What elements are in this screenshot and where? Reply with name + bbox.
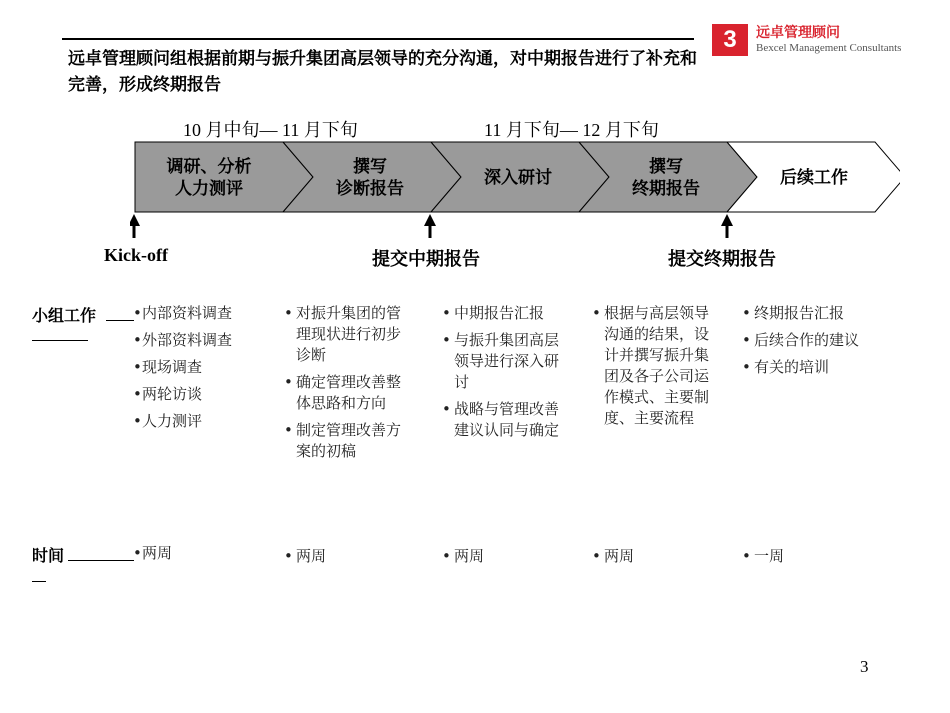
work-column-2 bbox=[282, 303, 412, 468]
period-label-2: 11 月下旬— 12 月下旬 bbox=[484, 120, 659, 140]
phase-label-1-line-2: 人力测评 bbox=[175, 179, 243, 199]
milestone-final-report: 提交终期报告 bbox=[668, 249, 776, 270]
list-item: • 两周 bbox=[134, 543, 274, 564]
row-label-time: 时间 bbox=[32, 546, 65, 565]
list-item: • 两周 bbox=[590, 546, 720, 567]
list-item: • 两轮访谈 bbox=[134, 384, 274, 405]
row-label-time-rule-2 bbox=[32, 581, 46, 582]
page-title: 远卓管理顾问组根据前期与振升集团高层领导的充分沟通，对中期报告进行了补充和完善，形成终期报告 bbox=[68, 49, 697, 95]
row-label-work-rule bbox=[106, 320, 134, 321]
list-item: • 一周 bbox=[740, 546, 870, 567]
list-item: • 终期报告汇报 bbox=[740, 303, 876, 324]
phase-label-3-line-1: 深入研讨 bbox=[484, 168, 552, 188]
logo-name-en: Bexcel Management Consultants bbox=[756, 42, 902, 54]
page-number: 3 bbox=[860, 657, 869, 676]
list-item: • 确定管理改善整体思路和方向 bbox=[282, 372, 412, 414]
list-item: • 战略与管理改善建议认同与确定 bbox=[440, 399, 572, 441]
phase-chevrons bbox=[130, 140, 900, 250]
list-item: • 外部资料调查 bbox=[134, 330, 274, 351]
milestone-arrow-head-3 bbox=[721, 214, 733, 226]
phase-label-2-line-1: 撰写 bbox=[353, 157, 387, 177]
list-item: • 中期报告汇报 bbox=[440, 303, 572, 324]
logo-mark: 3 bbox=[712, 24, 748, 56]
milestone-arrow-head-2 bbox=[424, 214, 436, 226]
row-label-work: 小组工作 bbox=[32, 306, 97, 325]
period-label-1: 10 月中旬— 11 月下旬 bbox=[183, 120, 358, 140]
list-item: • 后续合作的建议 bbox=[740, 330, 876, 351]
phase-label-4-line-2: 终期报告 bbox=[632, 179, 700, 199]
row-label-time-rule bbox=[68, 560, 134, 561]
work-column-5 bbox=[740, 303, 876, 384]
milestone-kickoff: Kick-off bbox=[104, 245, 168, 265]
list-item: • 人力测评 bbox=[134, 411, 274, 432]
company-logo bbox=[712, 22, 922, 62]
phase-label-4-line-1: 撰写 bbox=[649, 157, 683, 177]
time-column-2 bbox=[282, 546, 412, 573]
time-column-3 bbox=[440, 546, 570, 573]
list-item: • 制定管理改善方案的初稿 bbox=[282, 420, 412, 462]
phase-label-1-line-1: 调研、分析 bbox=[166, 157, 252, 177]
milestone-interim-report: 提交中期报告 bbox=[372, 249, 480, 270]
list-item: • 对振升集团的管理现状进行初步诊断 bbox=[282, 303, 412, 366]
work-column-1 bbox=[134, 303, 274, 438]
list-item: • 现场调查 bbox=[134, 357, 274, 378]
list-item: • 内部资料调查 bbox=[134, 303, 274, 324]
list-item: • 根据与高层领导沟通的结果，设计并撰写振升集团及各子公司运作模式、主要制度、主要流程 bbox=[590, 303, 722, 429]
list-item: • 两周 bbox=[440, 546, 570, 567]
time-column-5 bbox=[740, 546, 870, 573]
logo-name-cn: 远卓管理顾问 bbox=[756, 25, 840, 41]
phase-label-5-line-1: 后续工作 bbox=[780, 168, 848, 188]
work-column-3 bbox=[440, 303, 572, 447]
list-item: • 与振升集团高层领导进行深入研讨 bbox=[440, 330, 572, 393]
milestone-arrow-head-1 bbox=[130, 214, 140, 226]
time-column-4 bbox=[590, 546, 720, 573]
title-rule bbox=[62, 38, 694, 40]
phase-label-2-line-2: 诊断报告 bbox=[336, 179, 404, 199]
phase-chevron-1 bbox=[135, 142, 313, 212]
list-item: • 两周 bbox=[282, 546, 412, 567]
row-label-work-rule-2 bbox=[32, 340, 88, 341]
work-column-4 bbox=[590, 303, 722, 435]
list-item: • 有关的培训 bbox=[740, 357, 876, 378]
time-column-1 bbox=[134, 543, 274, 570]
